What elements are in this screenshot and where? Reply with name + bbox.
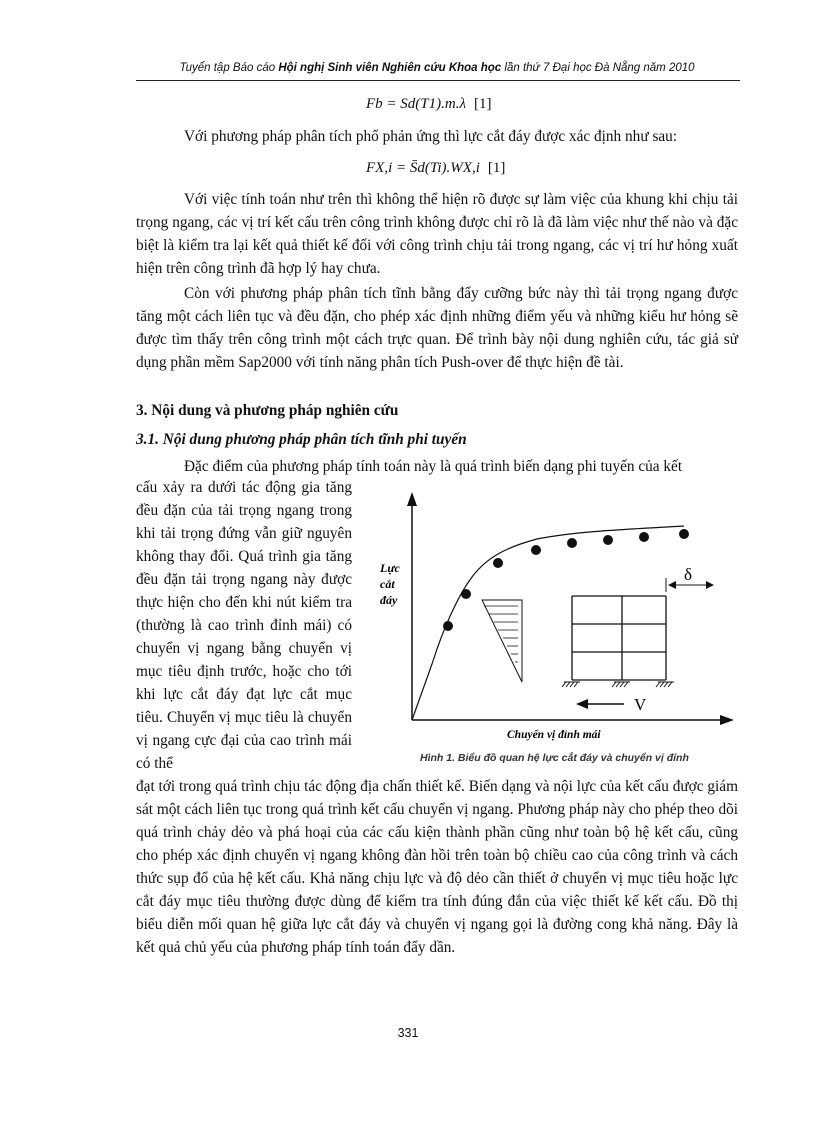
- header-conference: Hội nghị Sinh viên Nghiên cứu Khoa học: [278, 62, 502, 74]
- curve-point: [603, 535, 613, 545]
- running-header: [136, 62, 738, 74]
- section-heading-3: 3. Nội dung và phương pháp nghiên cứu: [136, 402, 399, 419]
- paragraph-3-wrapped: cấu xảy ra dưới tác động gia tăng đều đặn của tải trọng ngang trong khi tải trọng đứng vẫn giữ nguyên không thay đổi. Quá trình gia tăng đều đặn tải trọng ngang này được thực hiện cho đến khi nút kiểm tra (thường là cao trình đỉnh mái) có chuyển vị ngang bằng chuyển vị mục tiêu định trước, hoặc cho tới khi lực cắt đáy đạt lực cắt mục tiêu. Chuyển vị mục tiêu là chuyển vị ngang cực đại của cao trình mái có thể: [136, 479, 352, 772]
- building-frame: [572, 596, 666, 680]
- pushover-diagram: [372, 482, 740, 752]
- header-rule: [136, 80, 740, 81]
- curve-point: [461, 589, 471, 599]
- x-label: Chuyển vị đỉnh mái: [507, 729, 601, 741]
- paragraph-spectrum-intro: Với phương pháp phân tích phổ phản ứng thì lực cắt đáy được xác định như sau:: [184, 128, 678, 145]
- equation-base-shear: [366, 96, 491, 113]
- paragraph-1: Với việc tính toán như trên thì không thể hiện rõ được sự làm việc của khung khi chịu tải trọng ngang, các vị trí kết cấu trên công trình không được chỉ rõ là đã làm việc như thế nào và đặc biệt là kiểm tra lại kết quả thiết kế đối với công trình chịu tải trong ngang, các vị trí hư hỏng xuất hiện trên công trình đã hợp lý hay chưa.: [136, 191, 738, 277]
- delta-label: δ: [684, 565, 693, 584]
- y-label-line-1: Lực: [380, 561, 400, 575]
- curve-point: [531, 545, 541, 555]
- x-axis-arrow-icon: [720, 715, 734, 725]
- lateral-load-triangle: [482, 600, 522, 682]
- figure-caption: Hình 1. Biểu đồ quan hệ lực cắt đáy và chuyển vị đỉnh: [420, 752, 689, 764]
- curve-point: [567, 538, 577, 548]
- paragraph-3-lead: Đặc điểm của phương pháp tính toán này là quá trình biến dạng phi tuyến của kết: [184, 458, 683, 475]
- y-axis-arrow-icon: [407, 492, 417, 506]
- curve-point: [443, 621, 453, 631]
- paragraph-3-continued: đạt tới trong quá trình chịu tác động địa chấn thiết kế. Biến dạng và nội lực của kết cấu được giám sát một cách liên tục trong quá trình kết cấu chuyển vị ngang. Phương pháp này cho phép theo dõi quá trình chảy dẻo và phá hoại của các cấu kiện thành phần cũng như toàn bộ hệ kết cấu, cũng cho phép xác định chuyển vị ngang không đàn hồi trên toàn bộ chiều cao của công trình và cách thức sụp đổ của hệ kết cấu. Khả năng chịu lực và độ dẻo cần thiết ở chuyển vị mục tiêu hoặc lực cắt đáy mục tiêu thường được dùng để kiểm tra tính đúng đắn của việc thiết kế kết cấu. Đồ thị biểu diễn mối quan hệ giữa lực cắt đáy và chuyển vị ngang gọi là đường cong khả năng. Đây là kết quả chủ yếu của phương pháp tính toán đẩy dần.: [136, 778, 738, 956]
- curve-point: [639, 532, 649, 542]
- subsection-heading-3-1: 3.1. Nội dung phương pháp phân tích tĩnh phi tuyến: [136, 431, 467, 448]
- base-shear-label: V: [634, 695, 647, 714]
- fixed-supports: [562, 682, 674, 687]
- equation-1-ref: [1]: [473, 96, 492, 112]
- y-label-line-2: cắt: [380, 577, 395, 591]
- equation-2-ref: [1]: [487, 160, 506, 176]
- paragraph-2: Còn với phương pháp phân tích tĩnh bằng đẩy cưỡng bức này thì tải trọng ngang được tăng một cách liên tục và đều đặn, cho phép xác định những điểm yếu và những kiểu hư hỏng sẽ được tìm thấy trên công trình một cách trực quan. Để trình bày nội dung nghiên cứu, tác giả sử dụng phần mềm Sap2000 với tính năng phân tích Push-over để thực hiện đề tài.: [136, 285, 738, 371]
- curve-point: [679, 529, 689, 539]
- delta-arrow-left-icon: [668, 581, 676, 589]
- delta-arrow-right-icon: [706, 581, 714, 589]
- header-suffix: lần thứ 7 Đại học Đà Nẵng năm 2010: [501, 62, 695, 74]
- equation-2: FX,i = S̄d(Ti).WX,i: [366, 160, 480, 176]
- pushover-figure: [372, 482, 740, 782]
- header-prefix: Tuyển tập Báo cáo: [179, 62, 279, 74]
- equation-1: Fb = Sd(T1).m.λ: [366, 96, 466, 112]
- equation-spectrum-shear: [366, 160, 505, 177]
- y-label-line-3: đáy: [380, 593, 398, 607]
- page-number: 331: [397, 1026, 419, 1040]
- base-shear-arrow-icon: [576, 699, 588, 709]
- capacity-curve: [412, 526, 684, 720]
- curve-point: [493, 558, 503, 568]
